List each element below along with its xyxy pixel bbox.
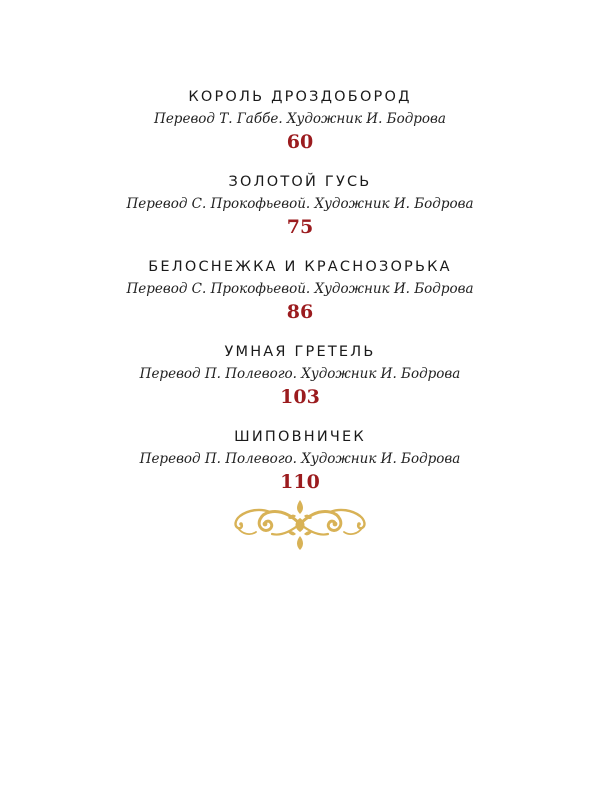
entry-title: ЗОЛОТОЙ ГУСЬ (228, 174, 372, 190)
toc-entry (0, 341, 600, 409)
entry-credit: Перевод С. Прокофьевой. Художник И. Бодрова (126, 196, 474, 212)
table-of-contents (0, 86, 600, 511)
entry-title: БЕЛОСНЕЖКА И КРАСНОЗОРЬКА (148, 259, 452, 275)
entry-page-number: 60 (286, 131, 314, 153)
entry-credit: Перевод С. Прокофьевой. Художник И. Бодрова (126, 281, 474, 297)
floral-flourish-icon (230, 496, 370, 552)
entry-page-number: 110 (280, 471, 320, 493)
toc-entry (0, 426, 600, 494)
entry-page-number: 75 (286, 216, 314, 238)
entry-title: КОРОЛЬ ДРОЗДОБОРОД (188, 89, 412, 105)
toc-entry (0, 256, 600, 324)
entry-credit: Перевод П. Полевого. Художник И. Бодрова (139, 366, 461, 382)
entry-title: УМНАЯ ГРЕТЕЛЬ (224, 344, 376, 360)
entry-page-number: 103 (280, 386, 320, 408)
ornament-fills (239, 500, 361, 550)
entry-page-number: 86 (286, 301, 314, 323)
entry-credit: Перевод П. Полевого. Художник И. Бодрова (139, 451, 461, 467)
toc-entry (0, 171, 600, 239)
entry-credit: Перевод Т. Габбе. Художник И. Бодрова (154, 111, 446, 127)
toc-entry (0, 86, 600, 154)
entry-title: ШИПОВНИЧЕК (234, 429, 366, 445)
